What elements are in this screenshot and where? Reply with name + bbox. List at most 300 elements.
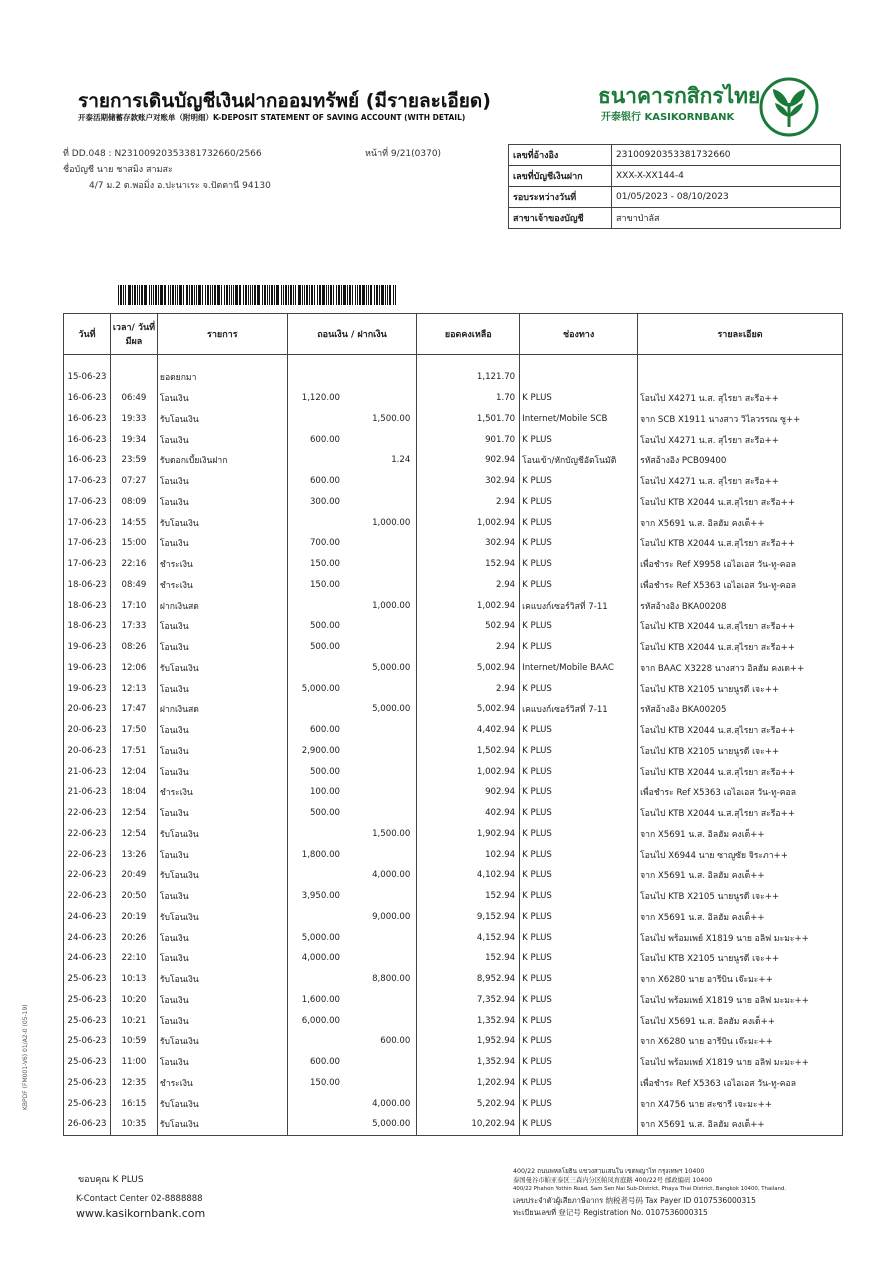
barcode-bar <box>160 285 163 305</box>
cell-amount <box>287 471 417 492</box>
table-row <box>64 492 843 513</box>
barcode-bar <box>293 285 294 305</box>
barcode-bar <box>207 285 209 305</box>
cell-date: 24-06-23 <box>64 907 111 928</box>
cell-time: 10:13 <box>110 969 157 990</box>
reference-value: 23100920353381732660 <box>612 145 841 166</box>
barcode-bar <box>168 285 169 305</box>
cell-item: โอนเงิน <box>157 637 287 658</box>
cell-channel: เคแบงก์เซอร์วิสที่ 7-11 <box>520 699 638 720</box>
cell-detail: จาก X5691 น.ส. อิลฮัม คงเด็++ <box>638 824 843 845</box>
cell-date: 18-06-23 <box>64 595 111 616</box>
cell-detail: โอนไป พร้อมเพย์ X1819 นาย อลิฟ มะมะ++ <box>638 990 843 1011</box>
cell-deposit <box>350 393 412 403</box>
barcode-bar <box>306 285 308 305</box>
barcode-bar <box>336 285 337 305</box>
cell-deposit <box>350 767 412 777</box>
cell-balance: 1,502.94 <box>417 741 520 762</box>
cell-withdraw: 600.00 <box>309 1057 341 1068</box>
cell-detail: จาก BAAC X3228 นางสาว อิลฮัม คงเด++ <box>638 658 843 679</box>
table-row <box>64 907 843 928</box>
barcode-bar <box>311 285 313 305</box>
header-item: รายการ <box>157 314 287 355</box>
cell-date: 25-06-23 <box>64 1052 111 1073</box>
cell-channel: K PLUS <box>520 471 638 492</box>
cell-time: 08:26 <box>110 637 157 658</box>
table-row <box>64 388 843 409</box>
cell-item: โอนเงิน <box>157 533 287 554</box>
cell-deposit: 4,000.00 <box>372 1098 411 1109</box>
cell-amount <box>287 429 417 450</box>
cell-deposit: 1,000.00 <box>372 517 411 528</box>
header-balance: ยอดคงเหลือ <box>417 314 520 355</box>
cell-balance: 5,002.94 <box>417 658 520 679</box>
barcode-bar <box>196 285 197 305</box>
reference-line: ที่ DD.048 : N23100920353381732660/2566 <box>63 149 262 159</box>
cell-time: 10:35 <box>110 1114 157 1135</box>
barcode-bar <box>355 285 356 305</box>
cell-item: โอนเงิน <box>157 492 287 513</box>
footer-thanks: ขอบคุณ K PLUS <box>78 1175 144 1185</box>
reference-label: เลขที่บัญชีเงินฝาก <box>509 166 612 187</box>
cell-deposit: 5,000.00 <box>372 662 411 673</box>
barcode-bar <box>217 285 220 305</box>
barcode-bar <box>302 285 303 305</box>
cell-channel: K PLUS <box>520 533 638 554</box>
reference-label: รอบระหว่างวันที่ <box>509 187 612 208</box>
cell-deposit: 1,500.00 <box>372 828 411 839</box>
table-row <box>64 471 843 492</box>
barcode-bar <box>224 285 225 305</box>
barcode-bar <box>139 285 140 305</box>
cell-time: 12:54 <box>110 803 157 824</box>
cell-date: 17-06-23 <box>64 471 111 492</box>
cell-amount <box>287 1052 417 1073</box>
cell-detail <box>638 367 843 388</box>
barcode-bar <box>298 285 301 305</box>
cell-time: 12:54 <box>110 824 157 845</box>
cell-detail: โอนไป X4271 น.ส. สุไรยา สะรีอ++ <box>638 429 843 450</box>
cell-amount <box>287 595 417 616</box>
cell-channel: K PLUS <box>520 927 638 948</box>
table-row <box>64 969 843 990</box>
cell-amount <box>287 741 417 762</box>
cell-detail: เพื่อชำระ Ref X9958 เอไอเอส วัน-ทู-คอล <box>638 554 843 575</box>
cell-channel: K PLUS <box>520 1073 638 1094</box>
cell-withdraw <box>288 414 350 424</box>
cell-amount <box>287 388 417 409</box>
cell-channel: K PLUS <box>520 907 638 928</box>
cell-balance: 1.70 <box>417 388 520 409</box>
barcode-bar <box>191 285 193 305</box>
cell-date: 20-06-23 <box>64 699 111 720</box>
cell-withdraw: 600.00 <box>309 725 341 736</box>
cell-channel: เคแบงก์เซอร์วิสที่ 7-11 <box>520 595 638 616</box>
barcode-bar <box>177 285 178 305</box>
cell-deposit <box>350 933 412 943</box>
barcode-bar <box>179 285 182 305</box>
cell-amount <box>287 948 417 969</box>
cell-balance: 1,352.94 <box>417 1010 520 1031</box>
cell-detail: โอนไป KTB X2105 นายนูรดี เจะ++ <box>638 886 843 907</box>
cell-channel: K PLUS <box>520 803 638 824</box>
cell-amount <box>287 1114 417 1135</box>
table-row <box>64 720 843 741</box>
cell-channel <box>520 367 638 388</box>
table-row <box>64 782 843 803</box>
barcode-bar <box>194 285 195 305</box>
cell-deposit: 9,000.00 <box>372 911 411 922</box>
cell-withdraw: 4,000.00 <box>301 953 341 964</box>
table-row <box>64 533 843 554</box>
cell-amount <box>287 575 417 596</box>
cell-detail: โอนไป X5691 น.ส. อิลฮัม คงเด็++ <box>638 1010 843 1031</box>
cell-date: 18-06-23 <box>64 616 111 637</box>
cell-deposit <box>350 891 412 901</box>
barcode-bar <box>189 285 190 305</box>
cell-item: รับโอนเงิน <box>157 1031 287 1052</box>
barcode-bar <box>366 285 367 305</box>
cell-item: ชำระเงิน <box>157 554 287 575</box>
barcode-bar <box>328 285 329 305</box>
cell-channel: K PLUS <box>520 678 638 699</box>
barcode-bar <box>250 285 251 305</box>
barcode-bar <box>389 285 391 305</box>
cell-balance: 4,102.94 <box>417 865 520 886</box>
cell-time: 16:15 <box>110 1093 157 1114</box>
table-row <box>64 637 843 658</box>
barcode-bar <box>330 285 332 305</box>
table-row <box>64 699 843 720</box>
cell-date: 25-06-23 <box>64 969 111 990</box>
cell-item: รับดอกเบี้ยเงินฝาก <box>157 450 287 471</box>
form-code: KBPDF (FM001-V6) 01/A2-0 (05-19) <box>22 1004 29 1110</box>
cell-item: รับโอนเงิน <box>157 1093 287 1114</box>
cell-item: โอนเงิน <box>157 886 287 907</box>
cell-item: รับโอนเงิน <box>157 907 287 928</box>
cell-time: 17:33 <box>110 616 157 637</box>
reference-row <box>509 145 841 166</box>
reference-value: สาขาป่าลัส <box>612 208 841 229</box>
cell-time: 14:55 <box>110 512 157 533</box>
barcode-bar <box>254 285 256 305</box>
cell-date: 19-06-23 <box>64 678 111 699</box>
cell-channel: K PLUS <box>520 637 638 658</box>
cell-date: 21-06-23 <box>64 761 111 782</box>
cell-deposit <box>350 808 412 818</box>
reference-value: 01/05/2023 - 08/10/2023 <box>612 187 841 208</box>
cell-balance: 102.94 <box>417 844 520 865</box>
cell-withdraw <box>288 1036 350 1046</box>
barcode-bar <box>164 285 166 305</box>
barcode-bar <box>134 285 136 305</box>
cell-deposit <box>350 1078 412 1088</box>
cell-deposit <box>350 497 412 507</box>
barcode-bar <box>212 285 213 305</box>
cell-amount <box>287 1010 417 1031</box>
header-amount: ถอนเงิน / ฝากเงิน <box>287 314 417 355</box>
barcode-bar <box>295 285 296 305</box>
cell-date: 22-06-23 <box>64 865 111 886</box>
barcode-bar <box>239 285 241 305</box>
cell-item: รับโอนเงิน <box>157 969 287 990</box>
cell-channel: K PLUS <box>520 1093 638 1114</box>
cell-item: โอนเงิน <box>157 471 287 492</box>
cell-withdraw: 600.00 <box>309 434 341 445</box>
cell-amount <box>287 367 417 388</box>
barcode-bar <box>309 285 310 305</box>
cell-channel: K PLUS <box>520 1031 638 1052</box>
cell-balance: 152.94 <box>417 886 520 907</box>
cell-withdraw <box>288 455 350 465</box>
cell-channel: K PLUS <box>520 865 638 886</box>
cell-detail: จาก X6280 นาย อารีบิน เจ๊ะมะ++ <box>638 969 843 990</box>
barcode-bar <box>288 285 289 305</box>
cell-time: 15:00 <box>110 533 157 554</box>
cell-detail: รหัสอ้างอิง BKA00205 <box>638 699 843 720</box>
cell-deposit: 8,800.00 <box>372 974 411 985</box>
table-row <box>64 429 843 450</box>
kasikorn-logo-icon <box>759 77 819 137</box>
cell-channel: K PLUS <box>520 388 638 409</box>
cell-detail: โอนไป X4271 น.ส. สุไรยา สะรีอ++ <box>638 471 843 492</box>
cell-withdraw: 600.00 <box>309 476 341 487</box>
cell-channel: K PLUS <box>520 969 638 990</box>
cell-withdraw: 300.00 <box>309 496 341 507</box>
cell-detail: จาก SCB X1911 นางสาว วิไลวรรณ ซู++ <box>638 409 843 430</box>
cell-amount <box>287 969 417 990</box>
cell-deposit <box>350 995 412 1005</box>
website-link[interactable]: www.kasikornbank.com <box>76 1207 206 1220</box>
cell-date: 15-06-23 <box>64 367 111 388</box>
bank-name-english: 开泰银行 KASIKORNBANK <box>601 112 735 123</box>
table-row <box>64 658 843 679</box>
cell-item: โอนเงิน <box>157 741 287 762</box>
cell-balance: 902.94 <box>417 450 520 471</box>
cell-date: 17-06-23 <box>64 554 111 575</box>
cell-item: ชำระเงิน <box>157 575 287 596</box>
barcode-bar <box>374 285 375 305</box>
barcode-bar <box>379 285 380 305</box>
cell-withdraw <box>288 870 350 880</box>
cell-balance: 2.94 <box>417 575 520 596</box>
cell-date: 21-06-23 <box>64 782 111 803</box>
cell-item: รับโอนเงิน <box>157 658 287 679</box>
cell-balance: 901.70 <box>417 429 520 450</box>
barcode-bar <box>221 285 222 305</box>
table-row <box>64 927 843 948</box>
cell-time: 10:21 <box>110 1010 157 1031</box>
cell-withdraw: 5,000.00 <box>301 683 341 694</box>
page-number: หน้าที่ 9/21(0370) <box>365 149 442 159</box>
cell-time: 17:50 <box>110 720 157 741</box>
cell-balance: 4,402.94 <box>417 720 520 741</box>
cell-time: 18:04 <box>110 782 157 803</box>
cell-item: โอนเงิน <box>157 616 287 637</box>
cell-withdraw: 500.00 <box>309 621 341 632</box>
cell-withdraw: 1,600.00 <box>301 994 341 1005</box>
cell-date: 20-06-23 <box>64 720 111 741</box>
cell-withdraw <box>288 518 350 528</box>
cell-item: โอนเงิน <box>157 803 287 824</box>
barcode-bar <box>276 285 279 305</box>
cell-time: 19:34 <box>110 429 157 450</box>
cell-item: โอนเงิน <box>157 388 287 409</box>
cell-detail: เพื่อชำระ Ref X5363 เอไอเอส วัน-ทู-คอล <box>638 782 843 803</box>
cell-withdraw: 500.00 <box>309 808 341 819</box>
cell-deposit <box>350 621 412 631</box>
cell-deposit: 600.00 <box>380 1036 411 1047</box>
cell-detail: จาก X5691 น.ส. อิลฮัม คงเด็++ <box>638 907 843 928</box>
cell-deposit <box>350 642 412 652</box>
cell-time: 22:16 <box>110 554 157 575</box>
cell-item: ยอดยกมา <box>157 367 287 388</box>
table-row <box>64 575 843 596</box>
cell-channel: K PLUS <box>520 554 638 575</box>
cell-withdraw <box>288 974 350 984</box>
cell-withdraw: 500.00 <box>309 642 341 653</box>
cell-date: 18-06-23 <box>64 575 111 596</box>
cell-item: โอนเงิน <box>157 761 287 782</box>
contact-center: K-Contact Center 02-8888888 <box>76 1194 203 1204</box>
barcode-bar <box>233 285 234 305</box>
cell-balance: 1,121.70 <box>417 367 520 388</box>
cell-detail: รหัสอ้างอิง BKA00208 <box>638 595 843 616</box>
footer-registration: ทะเบียนเลขที่ 登记号 Registration No. 0107536000315 <box>513 1208 708 1217</box>
reference-value: XXX-X-XX144-4 <box>612 166 841 187</box>
cell-amount <box>287 803 417 824</box>
table-row <box>64 990 843 1011</box>
cell-date: 26-06-23 <box>64 1114 111 1135</box>
barcode-bar <box>262 285 263 305</box>
cell-time: 17:10 <box>110 595 157 616</box>
cell-detail: โอนไป KTB X2044 น.ส.สุไรยา สะรีอ++ <box>638 761 843 782</box>
cell-item: โอนเงิน <box>157 720 287 741</box>
cell-time: 07:27 <box>110 471 157 492</box>
barcode-bar <box>370 285 372 305</box>
transaction-table <box>63 313 843 1136</box>
cell-amount <box>287 658 417 679</box>
cell-withdraw: 150.00 <box>309 579 341 590</box>
cell-withdraw <box>288 912 350 922</box>
cell-date: 16-06-23 <box>64 388 111 409</box>
barcode-bar <box>229 285 230 305</box>
cell-date: 25-06-23 <box>64 1010 111 1031</box>
barcode-bar <box>283 285 284 305</box>
cell-date: 16-06-23 <box>64 450 111 471</box>
barcode-bar <box>271 285 273 305</box>
cell-date: 17-06-23 <box>64 533 111 554</box>
cell-date: 25-06-23 <box>64 1093 111 1114</box>
reference-label: สาขาเจ้าของบัญชี <box>509 208 612 229</box>
cell-time: 13:26 <box>110 844 157 865</box>
table-row <box>64 450 843 471</box>
cell-deposit <box>350 580 412 590</box>
barcode-bar <box>175 285 176 305</box>
table-row <box>64 948 843 969</box>
cell-item: ชำระเงิน <box>157 1073 287 1094</box>
cell-withdraw: 500.00 <box>309 766 341 777</box>
cell-time: 06:49 <box>110 388 157 409</box>
barcode-bar <box>245 285 247 305</box>
barcode-bar <box>381 285 384 305</box>
cell-item: ชำระเงิน <box>157 782 287 803</box>
cell-withdraw <box>288 829 350 839</box>
barcode-bar <box>349 285 351 305</box>
barcode-bar <box>123 285 124 305</box>
cell-balance: 9,152.94 <box>417 907 520 928</box>
cell-time: 12:04 <box>110 761 157 782</box>
barcode-bar <box>314 285 315 305</box>
cell-item: โอนเงิน <box>157 678 287 699</box>
cell-deposit <box>350 1016 412 1026</box>
footer-address-english: 400/22 Phahon Yothin Road, Sam Sen Nai Sub-District, Phaya Thai District, Bangkok 10400, Thailand. <box>513 1186 787 1192</box>
table-row <box>64 409 843 430</box>
cell-amount <box>287 492 417 513</box>
barcode-bar <box>205 285 206 305</box>
cell-amount <box>287 616 417 637</box>
cell-withdraw <box>288 601 350 611</box>
cell-date: 22-06-23 <box>64 824 111 845</box>
barcode-bar <box>362 285 365 305</box>
cell-deposit <box>350 538 412 548</box>
cell-balance: 302.94 <box>417 471 520 492</box>
barcode-bar <box>231 285 232 305</box>
cell-deposit <box>350 559 412 569</box>
barcode-bar <box>343 285 346 305</box>
cell-channel: K PLUS <box>520 824 638 845</box>
cell-amount <box>287 533 417 554</box>
cell-time: 11:00 <box>110 1052 157 1073</box>
reference-label: เลขที่อ้างอิง <box>509 145 612 166</box>
cell-balance: 8,952.94 <box>417 969 520 990</box>
cell-deposit <box>350 476 412 486</box>
table-row <box>64 595 843 616</box>
table-row <box>64 554 843 575</box>
cell-amount <box>287 637 417 658</box>
table-row <box>64 512 843 533</box>
cell-amount <box>287 1093 417 1114</box>
cell-time: 12:35 <box>110 1073 157 1094</box>
table-row <box>64 1052 843 1073</box>
cell-withdraw: 6,000.00 <box>301 1015 341 1026</box>
cell-detail: โอนไป พร้อมเพย์ X1819 นาย อลิฟ มะมะ++ <box>638 1052 843 1073</box>
barcode <box>118 285 410 305</box>
table-row <box>64 803 843 824</box>
barcode-bar <box>202 285 203 305</box>
cell-channel: K PLUS <box>520 844 638 865</box>
cell-balance: 1,202.94 <box>417 1073 520 1094</box>
cell-date: 17-06-23 <box>64 492 111 513</box>
cell-channel: K PLUS <box>520 782 638 803</box>
cell-amount <box>287 782 417 803</box>
barcode-bar <box>338 285 340 305</box>
cell-withdraw: 100.00 <box>309 787 341 798</box>
cell-detail: โอนไป พร้อมเพย์ X1819 นาย อลิฟ มะมะ++ <box>638 927 843 948</box>
barcode-bar <box>153 285 154 305</box>
barcode-bar <box>267 285 268 305</box>
cell-balance: 152.94 <box>417 554 520 575</box>
barcode-bar <box>198 285 201 305</box>
cell-detail: โอนไป KTB X2044 น.ส.สุไรยา สะรีอ++ <box>638 637 843 658</box>
cell-item: โอนเงิน <box>157 948 287 969</box>
cell-channel: K PLUS <box>520 948 638 969</box>
cell-item: ฝากเงินสด <box>157 595 287 616</box>
cell-date: 24-06-23 <box>64 927 111 948</box>
table-row <box>64 741 843 762</box>
footer-tax-id: เลขประจำตัวผู้เสียภาษีอากร 纳税者号码 Tax Payer ID 0107536000315 <box>513 1196 756 1205</box>
cell-item: โอนเงิน <box>157 1010 287 1031</box>
